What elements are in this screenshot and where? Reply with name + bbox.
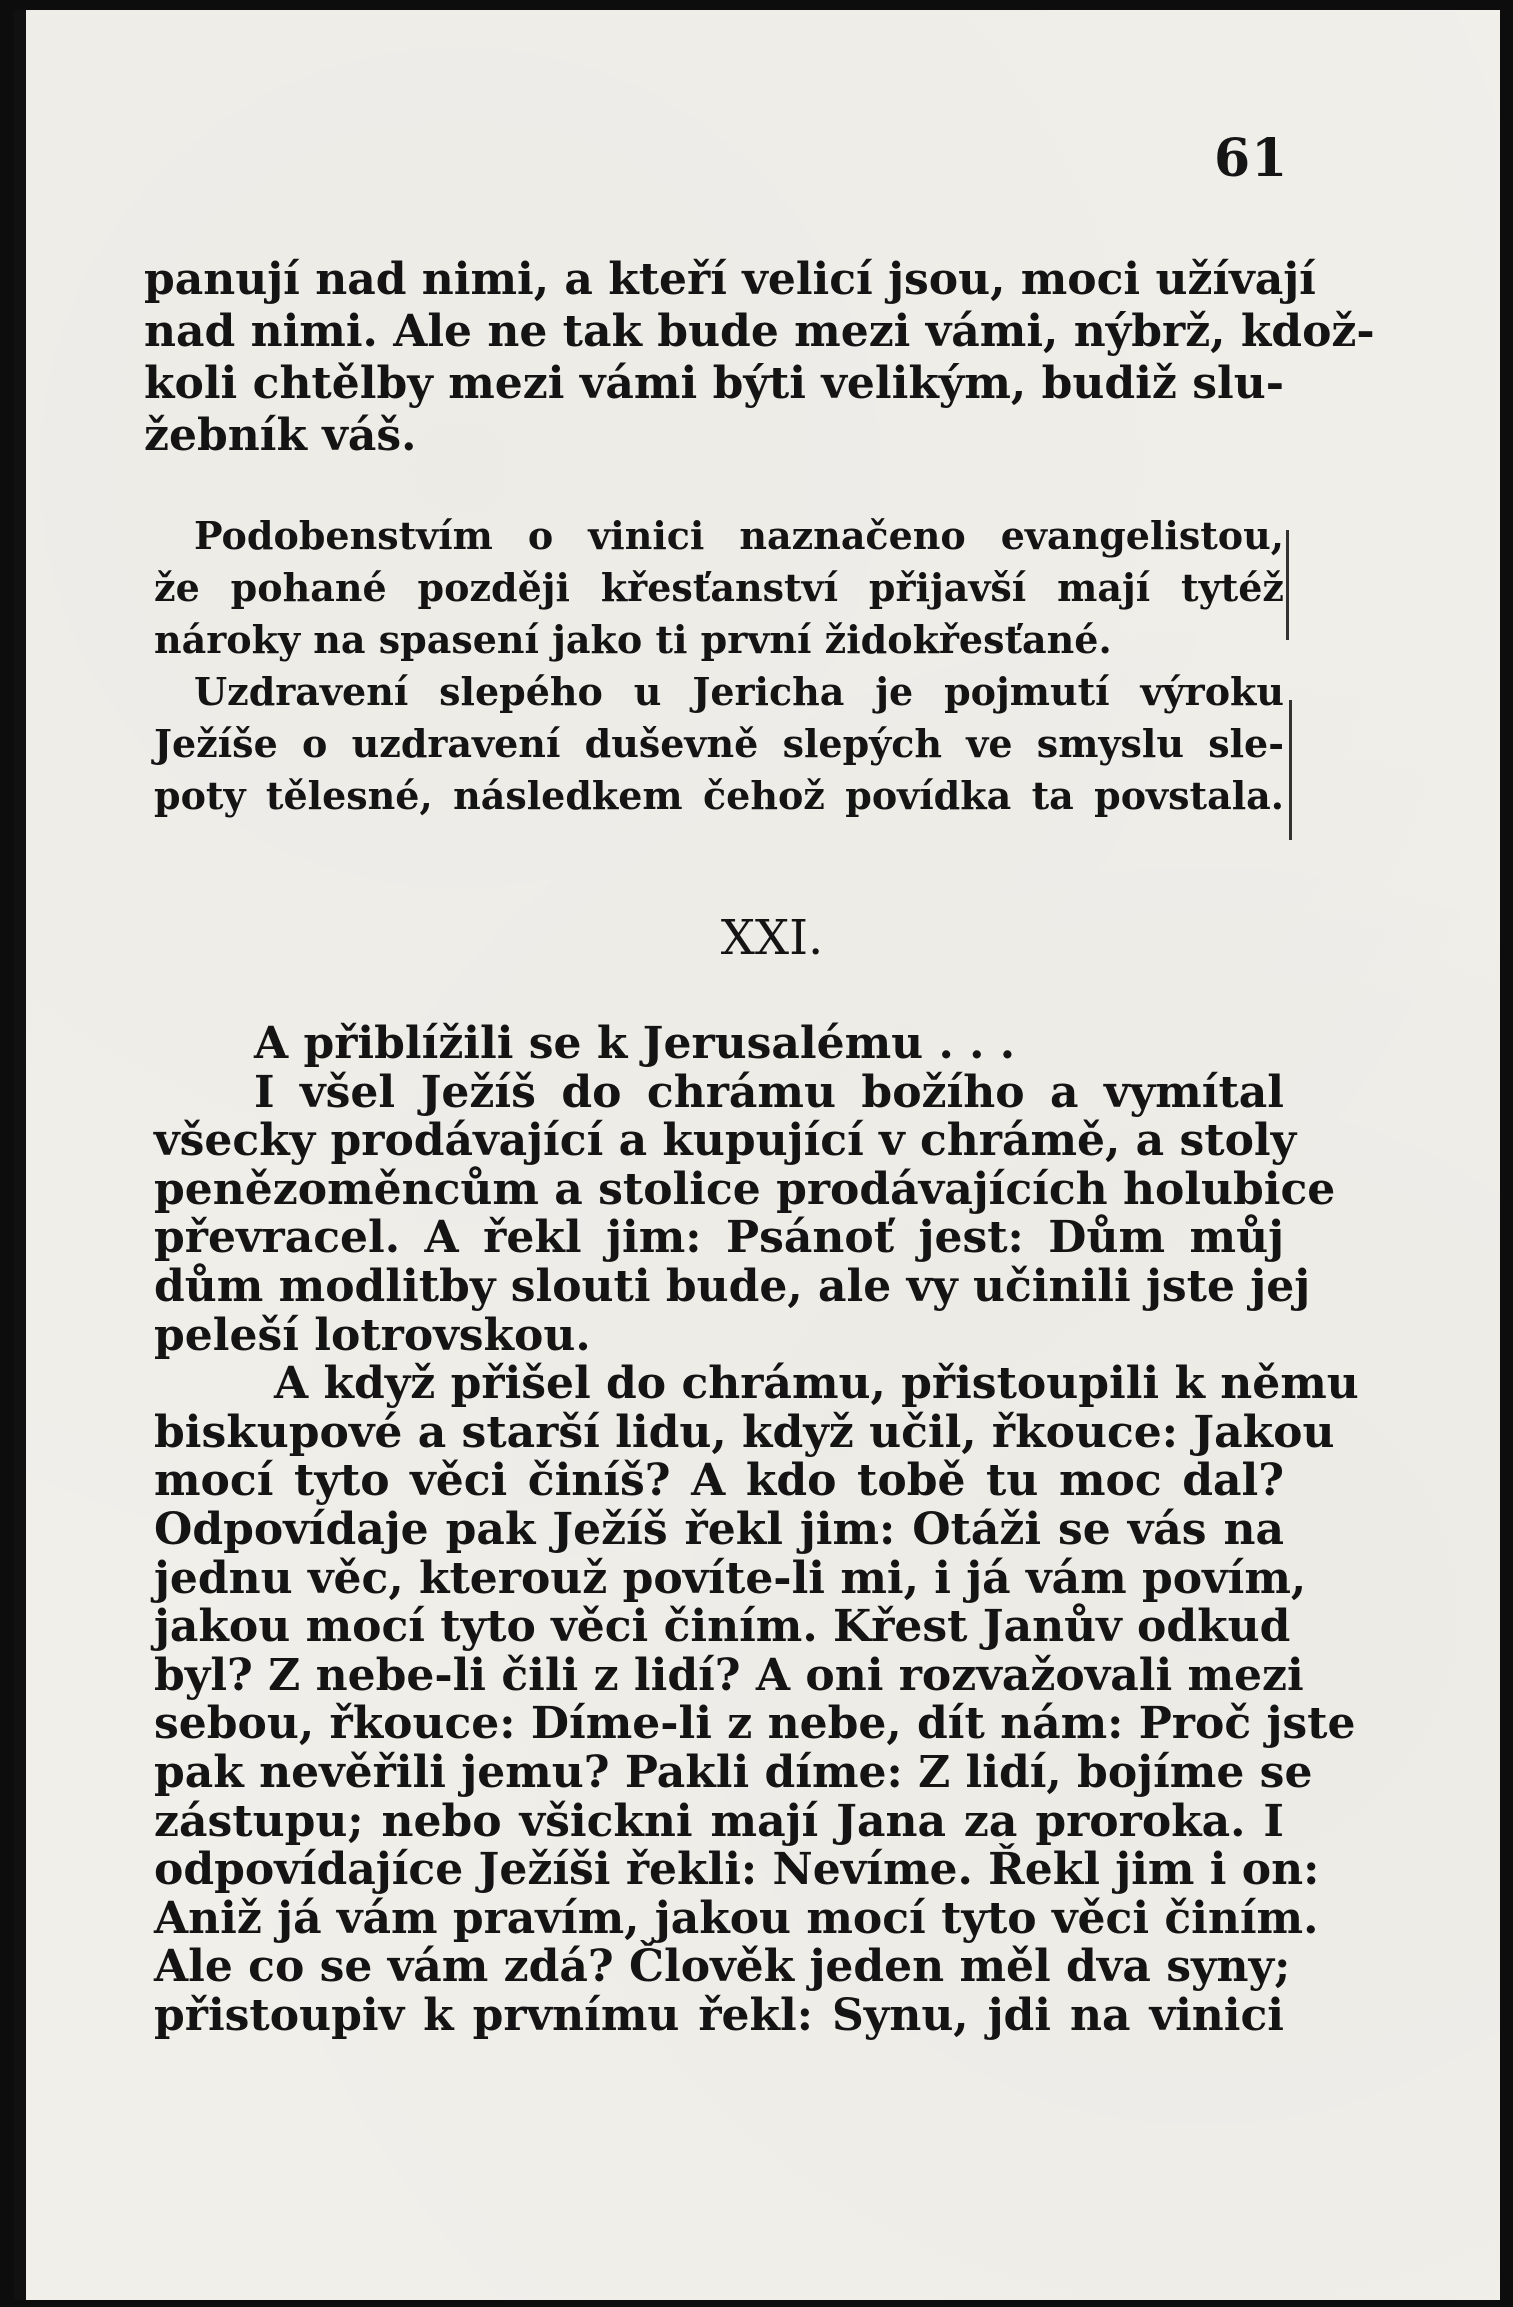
text-line: Ale co se vám zdá? Člověk jeden měl dva syny; xyxy=(154,1941,1291,1993)
text-line: penězoměncům a stolice prodávajících holubice xyxy=(154,1163,1336,1215)
note-line: Ježíše o uzdravení duševně slepých ve smyslu sle- xyxy=(154,721,1284,766)
note-line: nároky na spasení jako ti první židokřesťané. xyxy=(154,617,1112,662)
text-line: všecky prodávající a kupující v chrámě, a stoly xyxy=(154,1115,1297,1167)
text-line: sebou, řkouce: Díme-li z nebe, dít nám: Proč jste xyxy=(154,1698,1356,1750)
text-line: Aniž já vám pravím, jakou mocí tyto věci činím. xyxy=(154,1892,1319,1944)
text-line: žebník váš. xyxy=(144,410,417,461)
paragraph-continuation xyxy=(144,254,1375,462)
chapter-text xyxy=(154,1018,1359,2041)
text-line: dům modlitby slouti bude, ale vy učinili jste jej xyxy=(154,1260,1311,1312)
note-line: Uzdravení slepého u Jericha je pojmutí výroku xyxy=(194,669,1284,714)
text-line: převracel. A řekl jim: Psánoť jest: Dům můj xyxy=(154,1212,1284,1264)
text-line: byl? Z nebe-li čili z lidí? A oni rozvažovali mezi xyxy=(154,1649,1304,1701)
text-line: mocí tyto věci činíš? A kdo tobě tu moc dal? xyxy=(154,1455,1284,1507)
text-line: odpovídajíce Ježíši řekli: Nevíme. Řekl jim i on: xyxy=(154,1844,1320,1896)
note-line: že pohané později křesťanství přijavší mají tytéž xyxy=(154,565,1284,610)
text-line: Odpovídaje pak Ježíš řekl jim: Otáži se vás na xyxy=(154,1503,1284,1555)
text-line: A přiblížili se k Jerusalému . . . xyxy=(254,1018,1016,1069)
text-line: koli chtělby mezi vámi býti velikým, budiž slu- xyxy=(144,358,1284,409)
text-line: jednu věc, kterouž povíte-li mi, i já vám povím, xyxy=(154,1552,1307,1604)
binding-edge xyxy=(14,10,26,2300)
text-line: A když přišel do chrámu, přistoupili k němu xyxy=(274,1358,1359,1410)
text-line: pak nevěřili jemu? Pakli díme: Z lidí, bojíme se xyxy=(154,1746,1313,1798)
note-line: poty tělesné, následkem čehož povídka ta povstala. xyxy=(154,773,1284,818)
commentary-note xyxy=(154,510,1284,822)
book-page xyxy=(14,10,1500,2300)
text-line: jakou mocí tyto věci činím. Křest Janův odkud xyxy=(154,1601,1291,1653)
text-line: peleší lotrovskou. xyxy=(154,1309,591,1361)
margin-bracket xyxy=(1279,700,1292,840)
page-number: 61 xyxy=(1214,128,1289,189)
text-line: zástupu; nebo všickni mají Jana za proroka. I xyxy=(154,1795,1284,1847)
text-line: přistoupiv k prvnímu řekl: Synu, jdi na vinici xyxy=(154,1989,1284,2041)
text-line: I všel Ježíš do chrámu božího a vymítal xyxy=(254,1066,1284,1118)
text-line: biskupové a starší lidu, když učil, řkouce: Jakou xyxy=(154,1406,1335,1458)
text-line: panují nad nimi, a kteří velicí jsou, moci užívají xyxy=(144,254,1316,305)
note-line: Podobenstvím o vinici naznačeno evangelistou, xyxy=(194,513,1284,558)
text-line: nad nimi. Ale ne tak bude mezi vámi, nýbrž, kdož- xyxy=(144,306,1375,357)
margin-bracket xyxy=(1276,530,1289,640)
chapter-heading: XXI. xyxy=(720,910,824,966)
